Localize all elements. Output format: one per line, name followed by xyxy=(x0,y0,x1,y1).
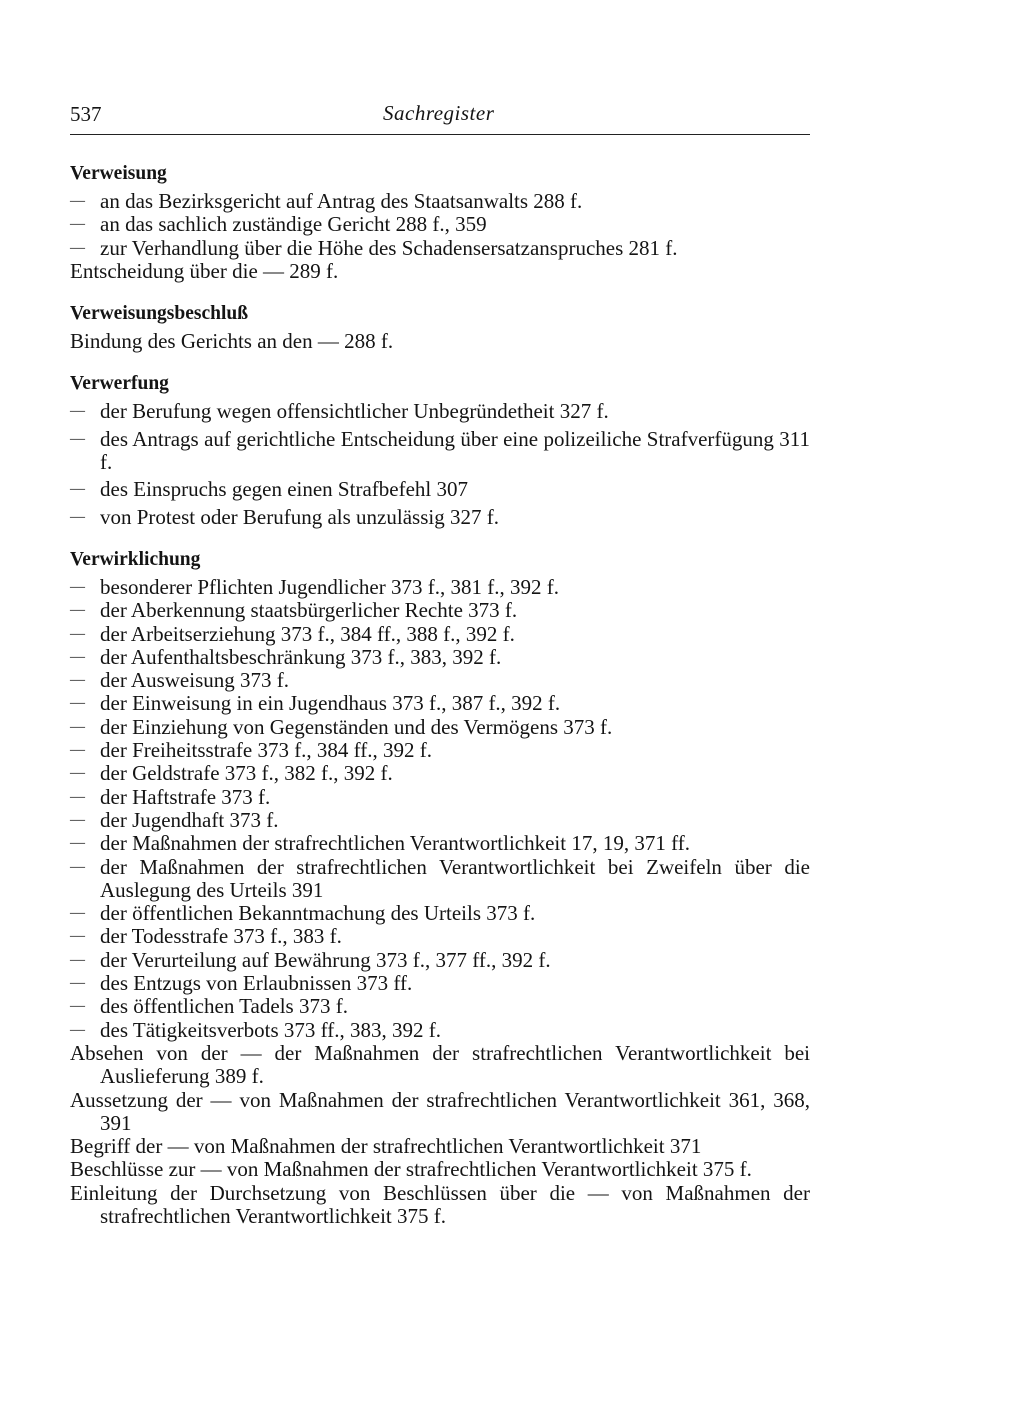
index-section-verwirklichung xyxy=(70,547,810,1228)
index-entry: — der Geldstrafe 373 f., 382 f., 392 f. xyxy=(70,762,810,785)
index-entry: — des öffentlichen Tadels 373 f. xyxy=(70,995,810,1018)
index-entry: — der Jugendhaft 373 f. xyxy=(70,809,810,832)
index-entry: Entscheidung über die — 289 f. xyxy=(70,258,339,283)
index-entry: — von Protest oder Berufung als unzulässig 327 f. xyxy=(70,506,810,529)
index-entry: — der Haftstrafe 373 f. xyxy=(70,786,810,809)
index-entry: — des Antrags auf gerichtliche Entscheidung über eine polizeiliche Strafverfügung 311 f. xyxy=(70,428,810,475)
index-entry: Absehen von der — der Maßnahmen der strafrechtlichen Verantwortlichkeit bei Auslieferung 389 f. xyxy=(70,1040,810,1089)
index-section-verwerfung xyxy=(70,371,810,528)
index-entry: — der Maßnahmen der strafrechtlichen Verantwortlichkeit bei Zweifeln über die Auslegung des Urteils 391 xyxy=(70,856,810,903)
index-entry: Bindung des Gerichts an den — 288 f. xyxy=(70,329,394,354)
running-title: Sachregister xyxy=(383,101,495,125)
index-entry: — der Freiheitsstrafe 373 f., 384 ff., 392 f. xyxy=(70,739,810,762)
index-entry: — der Aberkennung staatsbürgerlicher Rechte 373 f. xyxy=(70,599,810,622)
index-entry: — der Maßnahmen der strafrechtlichen Verantwortlichkeit 17, 19, 371 ff. xyxy=(70,832,810,855)
section-heading: Verwirklichung xyxy=(70,548,201,570)
section-heading: Verweisung xyxy=(70,163,167,184)
index-entry: Begriff der — von Maßnahmen der strafrechtlichen Verantwortlichkeit 371 xyxy=(70,1134,702,1159)
index-content xyxy=(70,161,810,1246)
index-entry: — der Einweisung in ein Jugendhaus 373 f., 387 f., 392 f. xyxy=(70,692,810,715)
index-entry: — der Ausweisung 373 f. xyxy=(70,669,810,692)
index-entry: — der Arbeitserziehung 373 f., 384 ff., 388 f., 392 f. xyxy=(70,623,810,646)
index-entry: — zur Verhandlung über die Höhe des Schadensersatzanspruches 281 f. xyxy=(70,237,810,260)
index-entry: Beschlüsse zur — von Maßnahmen der strafrechtlichen Verantwortlichkeit 375 f. xyxy=(70,1157,752,1182)
index-entry: — besonderer Pflichten Jugendlicher 373 f., 381 f., 392 f. xyxy=(70,576,810,599)
index-entry: — des Entzugs von Erlaubnissen 373 ff. xyxy=(70,972,810,995)
index-entry: — der Todesstrafe 373 f., 383 f. xyxy=(70,925,810,948)
index-entry: — an das sachlich zuständige Gericht 288 f., 359 xyxy=(70,213,810,236)
page-header xyxy=(70,98,810,135)
index-entry: — des Einspruchs gegen einen Strafbefehl 307 xyxy=(70,478,810,501)
index-entry: — an das Bezirksgericht auf Antrag des Staatsanwalts 288 f. xyxy=(70,190,810,213)
section-heading: Verweisungsbeschluß xyxy=(70,303,249,325)
index-section-verweisungsbeschluss xyxy=(70,301,810,353)
index-entry: — der öffentlichen Bekanntmachung des Urteils 373 f. xyxy=(70,902,810,925)
page-number: 537 xyxy=(70,102,102,126)
index-entry: — der Berufung wegen offensichtlicher Unbegründetheit 327 f. xyxy=(70,400,810,423)
index-entry: — des Tätigkeitsverbots 373 ff., 383, 392 f. xyxy=(70,1019,810,1042)
index-entry: — der Einziehung von Gegenständen und des Vermögens 373 f. xyxy=(70,716,810,739)
index-entry: Einleitung der Durchsetzung von Beschlüssen über die — von Maßnahmen der strafrechtlichen Verantwortlichkeit 375 f. xyxy=(70,1180,810,1228)
index-entry: — der Verurteilung auf Bewährung 373 f., 377 ff., 392 f. xyxy=(70,949,810,972)
index-entry: Aussetzung der — von Maßnahmen der strafrechtlichen Verantwortlichkeit 361, 368, 391 xyxy=(70,1087,810,1135)
index-section-verweisung xyxy=(70,161,810,283)
section-heading: Verwerfung xyxy=(70,373,169,395)
index-entry: — der Aufenthaltsbeschränkung 373 f., 383, 392 f. xyxy=(70,646,810,669)
